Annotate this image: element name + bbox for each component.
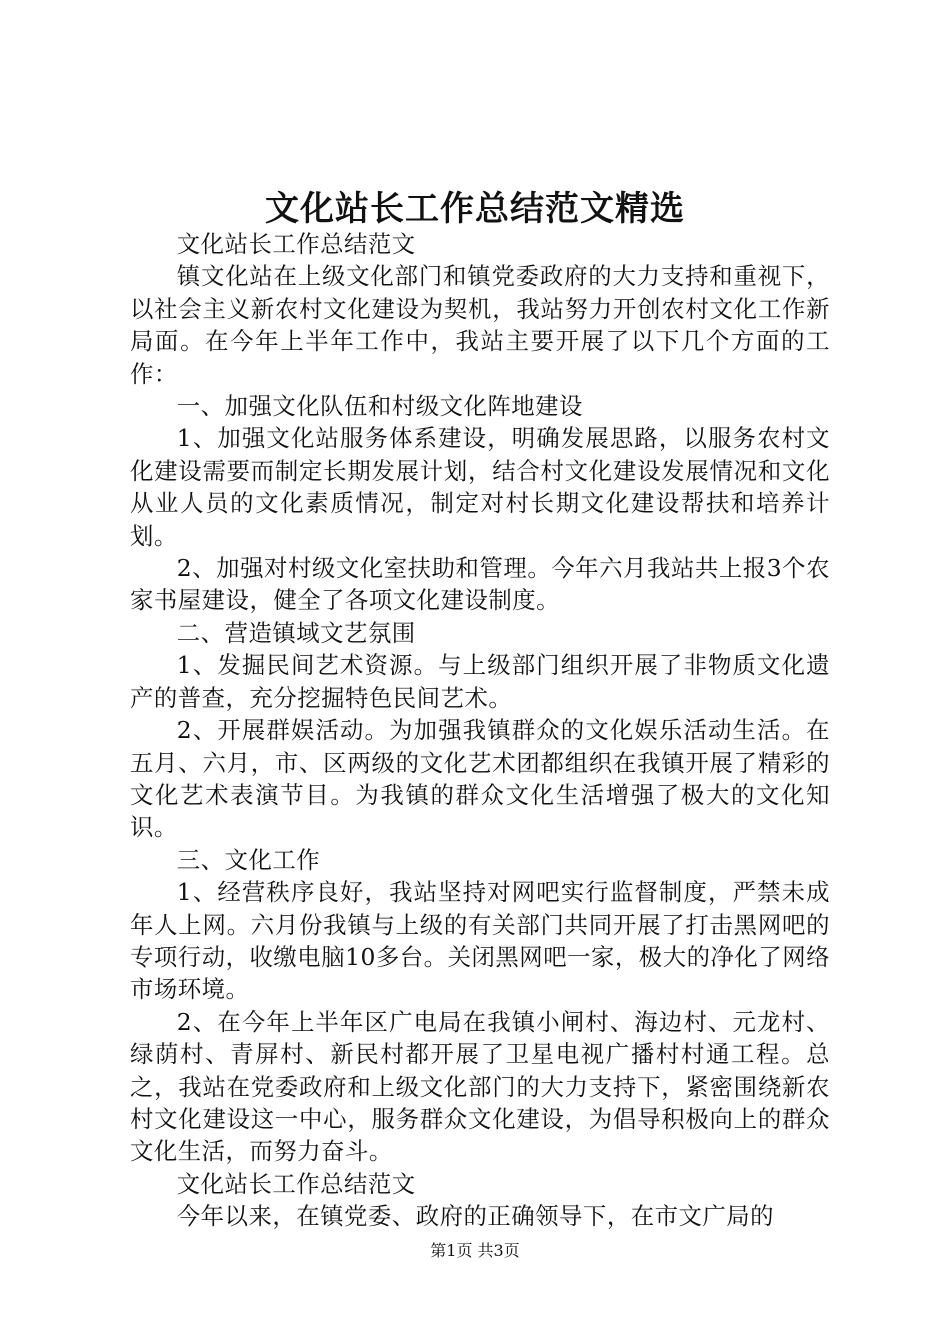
paragraph-subtitle: 文化站长工作总结范文 (176, 230, 416, 258)
paragraph: 2、在今年上半年区广电局在我镇小闸村、海边村、元龙村、绿荫村、青屏村、新民村都开展了卫星电视广播村村通工程。总之，我站在党委政府和上级文化部门的大力支持下，紧密围绕新农村文化建设这一中心，服务群众文化建设，为倡导积极向上的群众文化生活，而努力奋斗。 (130, 1007, 830, 1166)
paragraph: 1、加强文化站服务体系建设，明确发展思路，以服务农村文化建设需要而制定长期发展计划，结合村文化建设发展情况和文化从业人员的文化素质情况，制定对村长期文化建设帮扶和培养计划。 (130, 424, 830, 550)
paragraph: 1、经营秩序良好，我站坚持对网吧实行监督制度，严禁未成年人上网。六月份我镇与上级的有关部门共同开展了打击黑网吧的专项行动，收缴电脑10多台。关闭黑网吧一家，极大的净化了网络市场环境。 (130, 878, 830, 1004)
paragraph: 2、加强对村级文化室扶助和管理。今年六月我站共上报3个农家书屋建设，健全了各项文化建设制度。 (130, 554, 830, 615)
section-heading-2: 二、营造镇域文艺氛围 (176, 618, 416, 647)
document-body (130, 228, 830, 1233)
section-heading-1: 一、加强文化队伍和村级文化阵地建设 (176, 392, 583, 421)
page-title: 文化站长工作总结范文精选 (265, 189, 685, 229)
paragraph: 今年以来，在镇党委、政府的正确领导下，在市文广局的 (176, 1202, 775, 1231)
paragraph-subtitle: 文化站长工作总结范文 (176, 1169, 416, 1198)
paragraph: 2、开展群娱活动。为加强我镇群众的文化娱乐活动生活。在五月、六月，市、区两级的文化艺术团都组织在我镇开展了精彩的文化艺术表演节目。为我镇的群众文化生活增强了极大的文化知识。 (130, 716, 830, 842)
paragraph-intro: 镇文化站在上级文化部门和镇党委政府的大力支持和重视下，以社会主义新农村文化建设为契机，我站努力开创农村文化工作新局面。在今年上半年工作中，我站主要开展了以下几个方面的工作： (130, 262, 830, 388)
page-footer: 第1页 共3页 (430, 1241, 520, 1260)
paragraph: 1、发掘民间艺术资源。与上级部门组织开展了非物质文化遗产的普查，充分挖掘特色民间艺术。 (130, 651, 830, 712)
section-heading-3: 三、文化工作 (176, 845, 321, 874)
